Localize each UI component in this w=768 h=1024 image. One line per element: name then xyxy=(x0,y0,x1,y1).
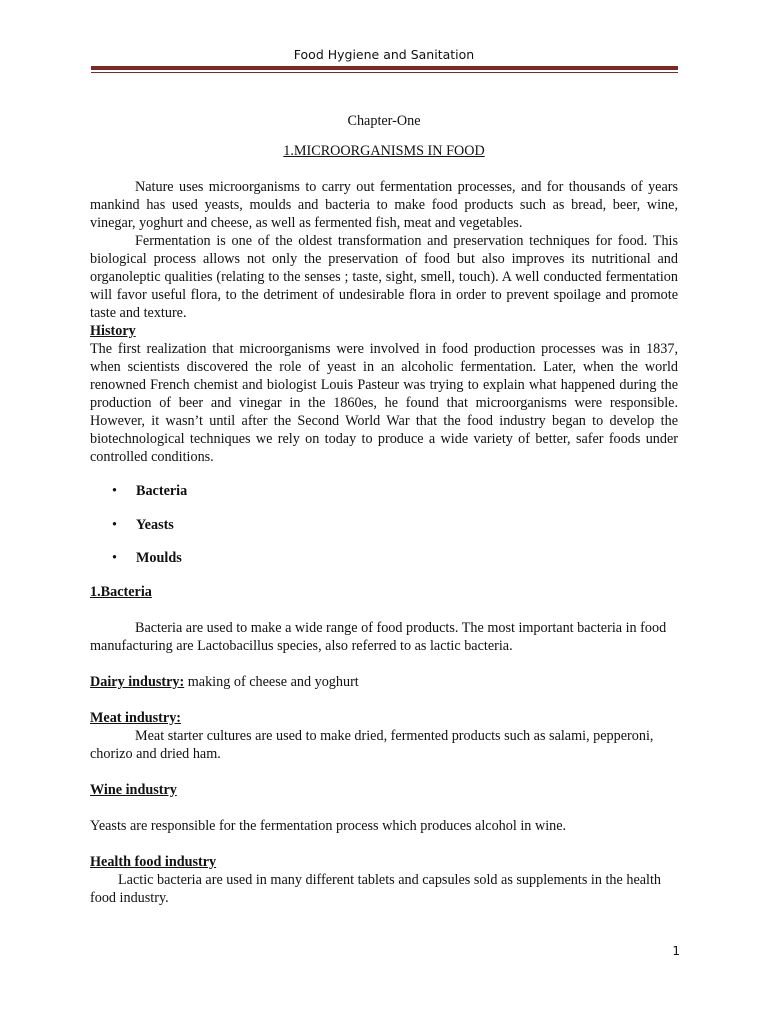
meat-heading: Meat industry: xyxy=(90,709,182,726)
bacteria-heading: 1.Bacteria xyxy=(90,583,152,600)
list-item-label: Moulds xyxy=(136,550,182,566)
list-item xyxy=(90,516,678,550)
list-item xyxy=(90,549,678,583)
dairy-text: making of cheese and yoghurt xyxy=(184,673,359,690)
health-food-paragraph: Lactic bacteria are used in many different tablets and capsules sold as supplements in the health food industry. xyxy=(90,871,662,906)
dairy-heading: Dairy industry: xyxy=(90,673,185,690)
bacteria-paragraph: Bacteria are used to make a wide range of food products. The most important bacteria in food manufacturing are Lactobacillus species, also referred to as lactic bacteria. xyxy=(90,619,667,654)
chapter-label: Chapter-One xyxy=(347,113,421,129)
header-rule-thick xyxy=(91,66,678,70)
wine-paragraph: Yeasts are responsible for the fermentation process which produces alcohol in wine. xyxy=(90,817,567,834)
intro-paragraph-1: Nature uses microorganisms to carry out fermentation processes, and for thousands of years mankind has used yeasts, moulds and bacteria to make food products such as bread, beer, wine, vinegar, yoghurt and cheese, as well as fermented fish, meat and vegetables. xyxy=(90,179,678,231)
meat-paragraph: Meat starter cultures are used to make dried, fermented products such as salami, pepperoni, chorizo and dried ham. xyxy=(90,727,654,762)
intro-paragraph-2: Fermentation is one of the oldest transformation and preservation techniques for food. This biological process allows not only the preservation of food but also improves its nutritional and organoleptic qualities (relating to the senses ; taste, sight, smell, touch). A well conducted fermentation will favor useful flora, to the detriment of undesirable flora in order to prevent spoilage and promote taste and texture. xyxy=(90,233,678,321)
bullet-icon: • xyxy=(112,550,117,566)
bullet-icon: • xyxy=(112,516,117,533)
list-item-label: Bacteria xyxy=(136,483,188,499)
microorganism-list xyxy=(90,482,678,583)
header-rule-thin xyxy=(91,72,678,73)
health-food-heading: Health food industry xyxy=(90,853,217,870)
page-number: 1 xyxy=(672,944,680,958)
bullet-icon: • xyxy=(112,483,117,499)
list-item xyxy=(90,482,678,516)
history-paragraph: The first realization that microorganisms were involved in food production processes was in 1837, when scientists discovered the role of yeast in an alcoholic fermentation. Later, when the world renowned French chemist and biologist Louis Pasteur was trying to explain what happened during the production of beer and vinegar in the 1860es, he found that microorganisms were responsible. However, it wasn’t until after the Second World War that the food industry began to develop the biotechnological techniques we rely on today to produce a wide variety of better, safer foods under controlled conditions. xyxy=(90,341,678,465)
wine-heading: Wine industry xyxy=(90,781,177,798)
history-heading: History xyxy=(90,323,136,339)
dairy-line xyxy=(90,673,678,691)
chapter-title: 1.MICROORGANISMS IN FOOD xyxy=(283,143,485,159)
running-header: Food Hygiene and Sanitation xyxy=(293,47,475,62)
page-content xyxy=(90,112,678,907)
list-item-label: Yeasts xyxy=(136,516,174,533)
